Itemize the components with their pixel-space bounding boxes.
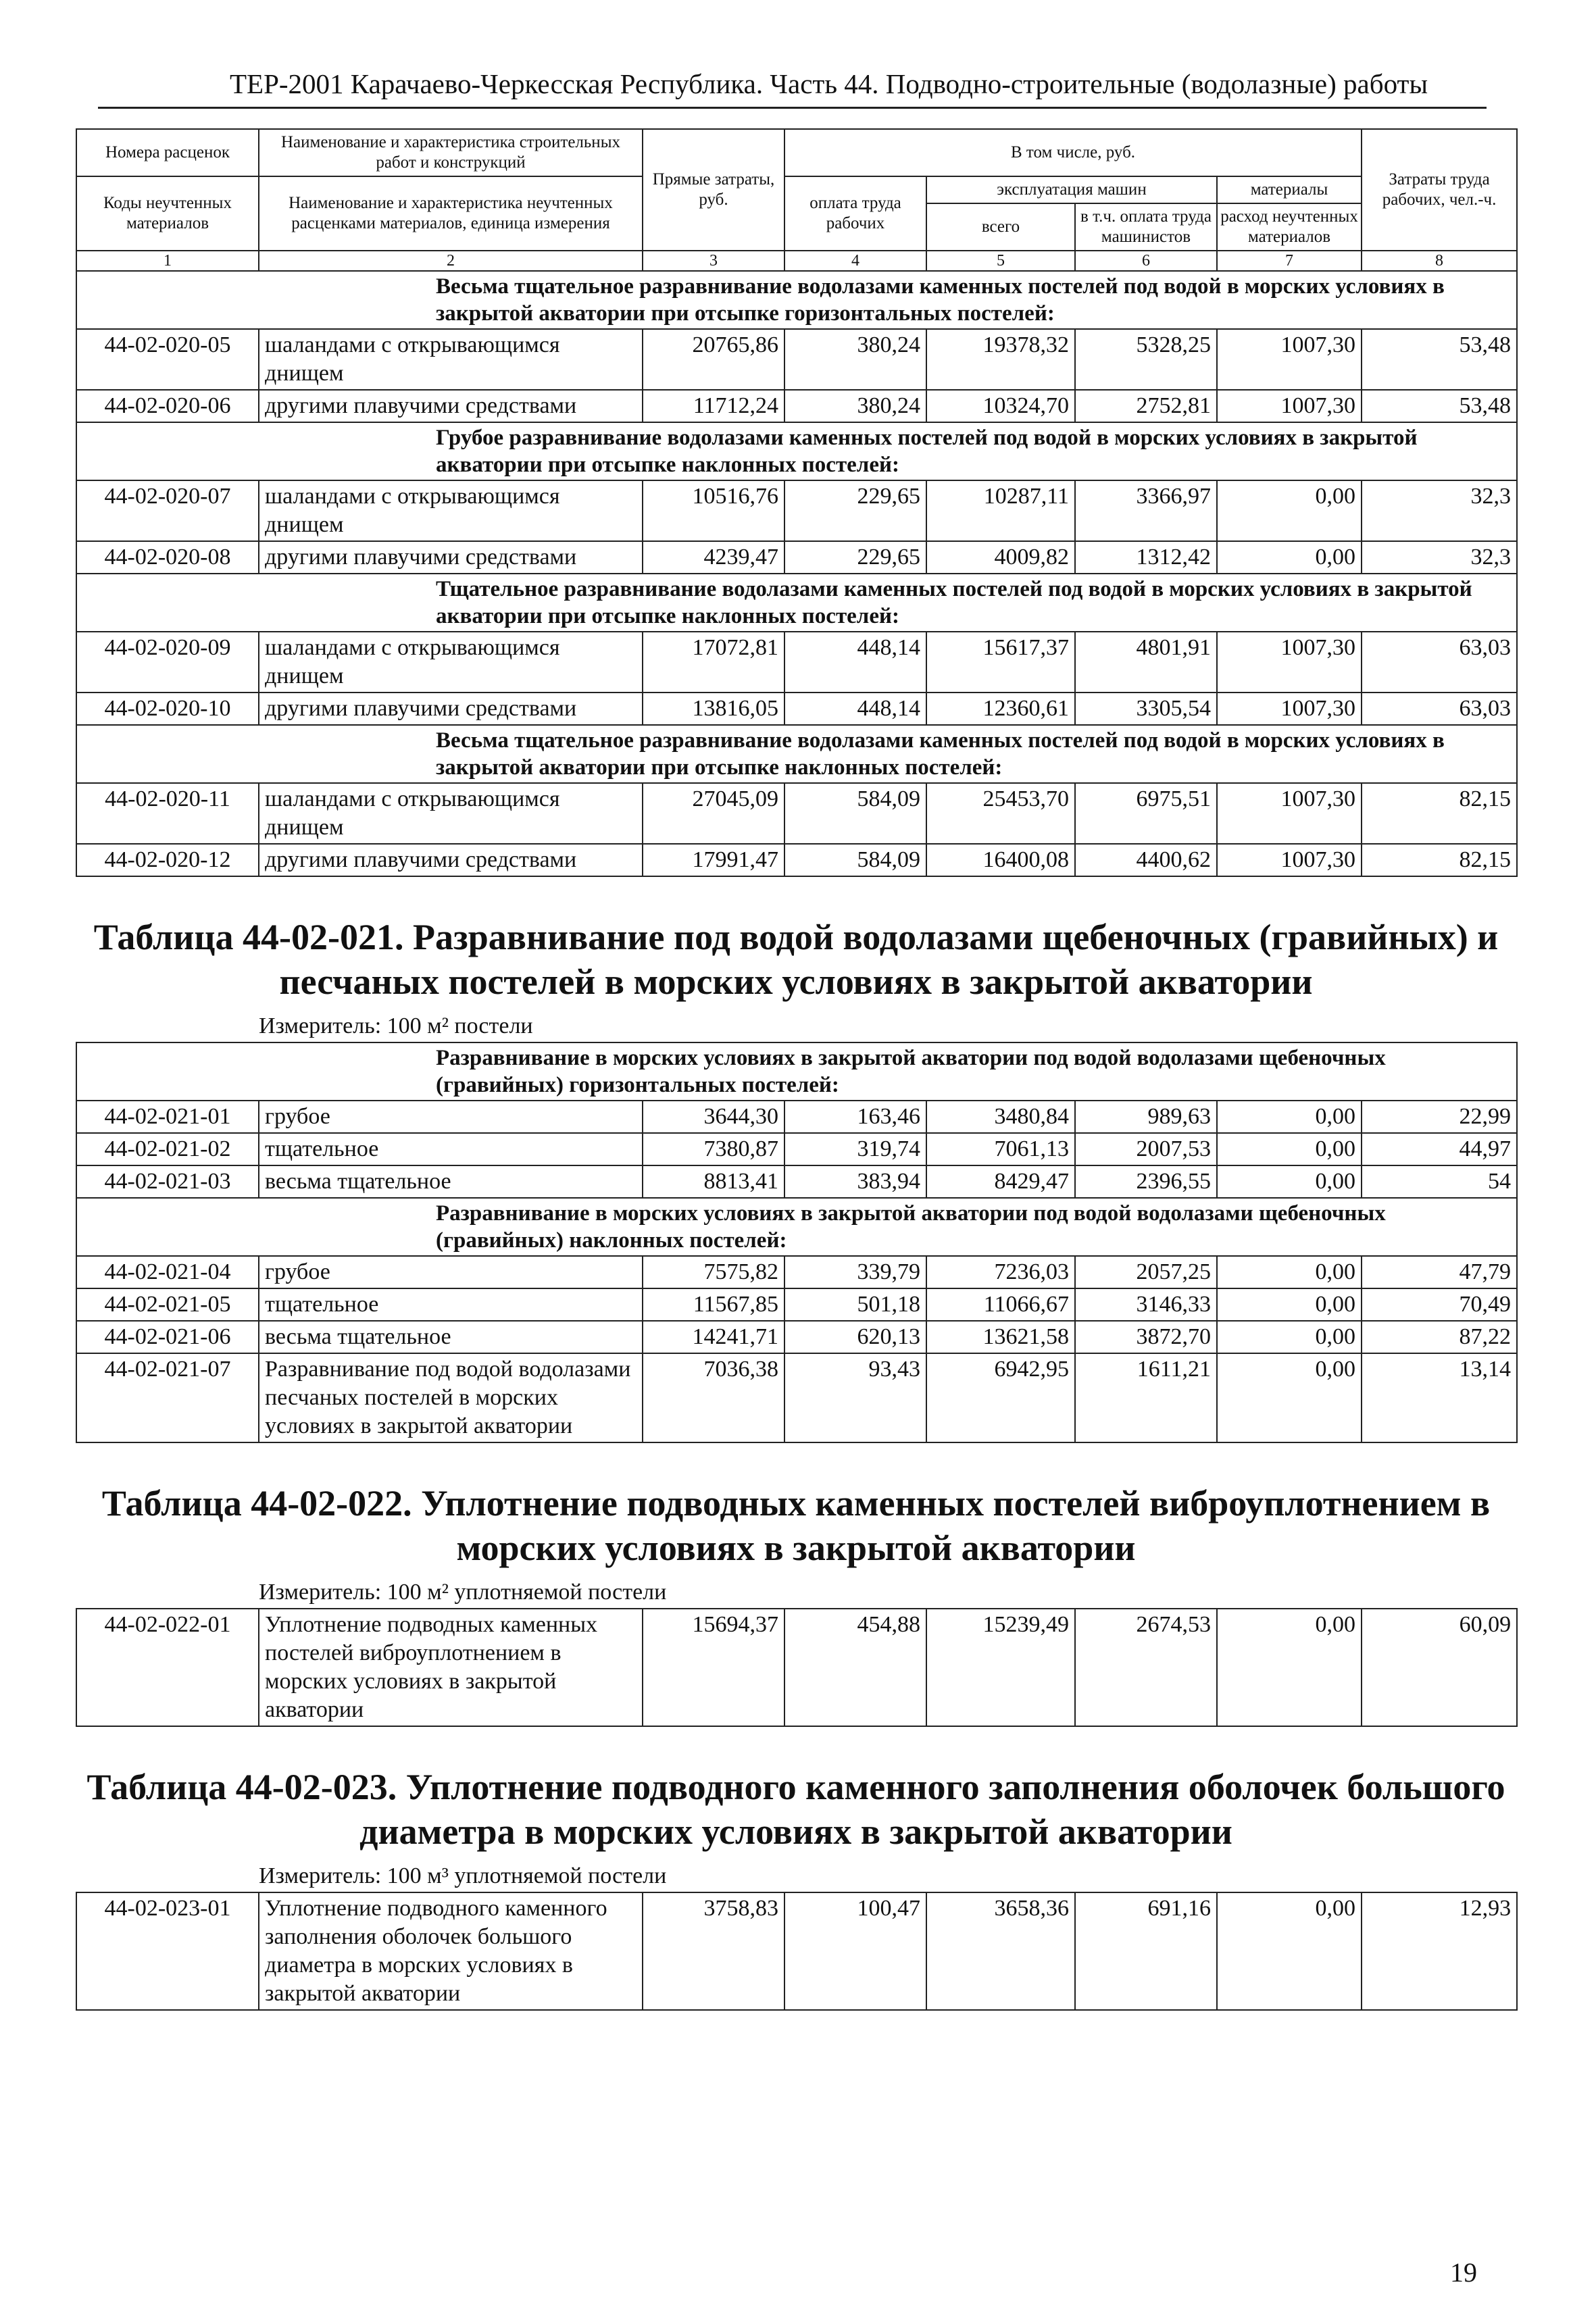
unaccounted-materials-value: 0,00 — [1217, 1353, 1362, 1442]
labor-hours-value: 70,49 — [1362, 1288, 1517, 1321]
table-021-unit: Измеритель: 100 м² постели — [259, 1013, 533, 1038]
labor-hours-value: 22,99 — [1362, 1101, 1517, 1133]
worker-wages-value: 448,14 — [784, 693, 926, 725]
section-heading-row — [76, 1198, 1517, 1256]
direct-costs-value: 17991,47 — [643, 844, 784, 876]
worker-wages-value: 380,24 — [784, 390, 926, 422]
rate-name: шаландами с открывающимся днищем — [259, 480, 643, 541]
table-row — [76, 783, 1517, 844]
machines-total-value: 16400,08 — [926, 844, 1075, 876]
rate-code: 44-02-020-08 — [76, 541, 259, 574]
section-heading: Разравнивание в морских условиях в закрытой акватории под водой водолазами щебеночных (гравийных) горизонтальных постелей: — [259, 1042, 1517, 1101]
labor-hours-value: 63,03 — [1362, 632, 1517, 693]
section-heading-spacer — [76, 725, 259, 783]
machinist-wages-value: 3305,54 — [1075, 693, 1217, 725]
table-row — [76, 390, 1517, 422]
table-row — [76, 1256, 1517, 1288]
worker-wages-value: 584,09 — [784, 783, 926, 844]
machinist-wages-value: 6975,51 — [1075, 783, 1217, 844]
direct-costs-value: 15694,37 — [643, 1609, 784, 1726]
direct-costs-value: 3758,83 — [643, 1892, 784, 2010]
machines-total-value: 10287,11 — [926, 480, 1075, 541]
section-heading-row — [76, 1042, 1517, 1101]
table-row — [76, 329, 1517, 390]
labor-hours-value: 47,79 — [1362, 1256, 1517, 1288]
worker-wages-value: 584,09 — [784, 844, 926, 876]
col-wages-header: оплата труда рабочих — [784, 176, 926, 251]
direct-costs-value: 10516,76 — [643, 480, 784, 541]
rate-name: другими плавучими средствами — [259, 844, 643, 876]
rate-code: 44-02-020-07 — [76, 480, 259, 541]
rate-code: 44-02-020-11 — [76, 783, 259, 844]
machinist-wages-value: 4801,91 — [1075, 632, 1217, 693]
direct-costs-value: 11712,24 — [643, 390, 784, 422]
worker-wages-value: 383,94 — [784, 1165, 926, 1198]
machines-total-value: 8429,47 — [926, 1165, 1075, 1198]
section-heading: Весьма тщательное разравнивание водолазами каменных постелей под водой в морских условиях в закрытой акватории при отсыпке наклонных постелей: — [259, 725, 1517, 783]
rate-name: Разравнивание под водой водолазами песчаных постелей в морских условиях в закрытой акватории — [259, 1353, 643, 1442]
machinist-wages-value: 1611,21 — [1075, 1353, 1217, 1442]
machines-total-value: 10324,70 — [926, 390, 1075, 422]
rate-code: 44-02-020-06 — [76, 390, 259, 422]
labor-hours-value: 12,93 — [1362, 1892, 1517, 2010]
rate-name: шаландами с открывающимся днищем — [259, 329, 643, 390]
sections-020 — [76, 271, 1517, 876]
header-row — [76, 129, 1517, 176]
section-heading: Тщательное разравнивание водолазами каменных постелей под водой в морских условиях в закрытой акватории при отсыпке наклонных постелей: — [259, 574, 1517, 632]
machinist-wages-value: 2007,53 — [1075, 1133, 1217, 1165]
rate-name: Уплотнение подводных каменных постелей виброуплотнением в морских условиях в закрытой акватории — [259, 1609, 643, 1726]
unaccounted-materials-value: 1007,30 — [1217, 390, 1362, 422]
machinist-wages-value: 5328,25 — [1075, 329, 1217, 390]
rates-table-021 — [76, 1011, 1518, 1443]
table-row — [76, 1353, 1517, 1442]
labor-hours-value: 53,48 — [1362, 329, 1517, 390]
labor-hours-value: 82,15 — [1362, 783, 1517, 844]
labor-hours-value: 63,03 — [1362, 693, 1517, 725]
col-labor-hours-header: Затраты труда рабочих, чел.-ч. — [1362, 129, 1517, 251]
section-heading-spacer — [76, 574, 259, 632]
section-heading: Грубое разравнивание водолазами каменных постелей под водой в морских условиях в закрытой акватории при отсыпке наклонных постелей: — [259, 422, 1517, 480]
rows-022 — [76, 1609, 1517, 1726]
worker-wages-value: 380,24 — [784, 329, 926, 390]
direct-costs-value: 11567,85 — [643, 1288, 784, 1321]
machinist-wages-value: 691,16 — [1075, 1892, 1217, 2010]
table-row — [76, 480, 1517, 541]
col-material-codes-header: Коды неучтенных материалов — [76, 176, 259, 251]
col-unaccounted-materials-header: расход неучтенных материалов — [1217, 203, 1362, 251]
table-row — [76, 1892, 1517, 2010]
table-row — [76, 541, 1517, 574]
table-022-title: Таблица 44-02-022. Уплотнение подводных каменных постелей виброуплотнением в морских условиях в закрытой акватории — [101, 1483, 1491, 1568]
unaccounted-materials-value: 0,00 — [1217, 1892, 1362, 2010]
rate-name: грубое — [259, 1256, 643, 1288]
direct-costs-value: 3644,30 — [643, 1101, 784, 1133]
rate-code: 44-02-021-02 — [76, 1133, 259, 1165]
column-number-row: 1 2 3 4 5 6 7 8 — [76, 251, 1517, 271]
rates-table-023 — [76, 1861, 1518, 2011]
table-row — [76, 1321, 1517, 1353]
machinist-wages-value: 2752,81 — [1075, 390, 1217, 422]
unaccounted-materials-value: 0,00 — [1217, 1288, 1362, 1321]
worker-wages-value: 319,74 — [784, 1133, 926, 1165]
labor-hours-value: 32,3 — [1362, 480, 1517, 541]
section-heading: Разравнивание в морских условиях в закрытой акватории под водой водолазами щебеночных (гравийных) наклонных постелей: — [259, 1198, 1517, 1256]
rows-023 — [76, 1892, 1517, 2010]
col-material-name-header: Наименование и характеристика неучтенных расценками материалов, единица измерения — [259, 176, 643, 251]
machines-total-value: 3480,84 — [926, 1101, 1075, 1133]
labor-hours-value: 32,3 — [1362, 541, 1517, 574]
section-heading-row — [76, 422, 1517, 480]
table-row — [76, 632, 1517, 693]
col-machinist-wages-header: в т.ч. оплата труда машинистов — [1075, 203, 1217, 251]
header-rule — [98, 107, 1487, 109]
rate-name: Уплотнение подводного каменного заполнения оболочек большого диаметра в морских условиях в закрытой акватории — [259, 1892, 643, 2010]
direct-costs-value: 8813,41 — [643, 1165, 784, 1198]
worker-wages-value: 454,88 — [784, 1609, 926, 1726]
unaccounted-materials-value: 0,00 — [1217, 480, 1362, 541]
rows-021 — [76, 1042, 1517, 1442]
section-heading: Весьма тщательное разравнивание водолазами каменных постелей под водой в морских условиях в закрытой акватории при отсыпке горизонтальных постелей: — [259, 271, 1517, 329]
unaccounted-materials-value: 0,00 — [1217, 1321, 1362, 1353]
unaccounted-materials-value: 1007,30 — [1217, 693, 1362, 725]
rate-code: 44-02-020-12 — [76, 844, 259, 876]
worker-wages-value: 229,65 — [784, 480, 926, 541]
machinist-wages-value: 3872,70 — [1075, 1321, 1217, 1353]
machines-total-value: 19378,32 — [926, 329, 1075, 390]
table-023-title: Таблица 44-02-023. Уплотнение подводного каменного заполнения оболочек большого диаметра в морских условиях в закрытой акватории — [86, 1767, 1505, 1852]
worker-wages-value: 229,65 — [784, 541, 926, 574]
unaccounted-materials-value: 0,00 — [1217, 1165, 1362, 1198]
table-row — [76, 1101, 1517, 1133]
labor-hours-value: 44,97 — [1362, 1133, 1517, 1165]
direct-costs-value: 13816,05 — [643, 693, 784, 725]
machines-total-value: 7061,13 — [926, 1133, 1075, 1165]
worker-wages-value: 93,43 — [784, 1353, 926, 1442]
table-023-unit: Измеритель: 100 м³ уплотняемой постели — [259, 1863, 667, 1888]
unaccounted-materials-value: 0,00 — [1217, 541, 1362, 574]
worker-wages-value: 501,18 — [784, 1288, 926, 1321]
rates-table-022 — [76, 1577, 1518, 1727]
col-group-header: В том числе, руб. — [784, 129, 1362, 176]
rate-code: 44-02-021-03 — [76, 1165, 259, 1198]
machines-total-value: 13621,58 — [926, 1321, 1075, 1353]
table-021-title: Таблица 44-02-021. Разравнивание под водой водолазами щебеночных (гравийных) и песчаных постелей в морских условиях в закрытой акватории — [93, 917, 1499, 1002]
rate-code: 44-02-021-01 — [76, 1101, 259, 1133]
table-row — [76, 1288, 1517, 1321]
rate-name: другими плавучими средствами — [259, 390, 643, 422]
machines-total-value: 6942,95 — [926, 1353, 1075, 1442]
col-machines-header: эксплуатация машин — [926, 176, 1217, 203]
document-body — [76, 128, 1516, 2011]
section-heading-spacer — [76, 422, 259, 480]
labor-hours-value: 82,15 — [1362, 844, 1517, 876]
machines-total-value: 12360,61 — [926, 693, 1075, 725]
table-row — [76, 1133, 1517, 1165]
rate-name: шаландами с открывающимся днищем — [259, 783, 643, 844]
col-name-header-top: Наименование и характеристика строительных работ и конструкций — [259, 129, 643, 176]
worker-wages-value: 448,14 — [784, 632, 926, 693]
col-codes-header-top: Номера расценок — [76, 129, 259, 176]
worker-wages-value: 620,13 — [784, 1321, 926, 1353]
machinist-wages-value: 2396,55 — [1075, 1165, 1217, 1198]
rate-name: грубое — [259, 1101, 643, 1133]
section-heading-spacer — [76, 1042, 259, 1101]
direct-costs-value: 4239,47 — [643, 541, 784, 574]
direct-costs-value: 7036,38 — [643, 1353, 784, 1442]
table-row — [76, 693, 1517, 725]
unaccounted-materials-value: 1007,30 — [1217, 783, 1362, 844]
rate-code: 44-02-021-06 — [76, 1321, 259, 1353]
machinist-wages-value: 2057,25 — [1075, 1256, 1217, 1288]
machinist-wages-value: 2674,53 — [1075, 1609, 1217, 1726]
rate-code: 44-02-020-05 — [76, 329, 259, 390]
worker-wages-value: 339,79 — [784, 1256, 926, 1288]
rate-name: весьма тщательное — [259, 1165, 643, 1198]
machines-total-value: 3658,36 — [926, 1892, 1075, 2010]
table-row — [76, 1609, 1517, 1726]
table-row — [76, 844, 1517, 876]
labor-hours-value: 87,22 — [1362, 1321, 1517, 1353]
machinist-wages-value: 3146,33 — [1075, 1288, 1217, 1321]
unaccounted-materials-value: 0,00 — [1217, 1609, 1362, 1726]
direct-costs-value: 17072,81 — [643, 632, 784, 693]
running-header: ТЕР-2001 Карачаево-Черкесская Республика. Часть 44. Подводно-строительные (водолазные) работы — [230, 68, 1428, 99]
direct-costs-value: 7575,82 — [643, 1256, 784, 1288]
rate-code: 44-02-023-01 — [76, 1892, 259, 2010]
machinist-wages-value: 4400,62 — [1075, 844, 1217, 876]
rates-table-020 — [76, 128, 1518, 877]
table-row — [76, 1165, 1517, 1198]
col-direct-costs-header: Прямые затраты, руб. — [643, 129, 784, 251]
labor-hours-value: 60,09 — [1362, 1609, 1517, 1726]
rate-code: 44-02-020-10 — [76, 693, 259, 725]
rate-code: 44-02-021-05 — [76, 1288, 259, 1321]
direct-costs-value: 27045,09 — [643, 783, 784, 844]
section-heading-spacer — [76, 271, 259, 329]
machines-total-value: 15617,37 — [926, 632, 1075, 693]
machines-total-value: 15239,49 — [926, 1609, 1075, 1726]
machines-total-value: 11066,67 — [926, 1288, 1075, 1321]
rate-name: другими плавучими средствами — [259, 693, 643, 725]
unaccounted-materials-value: 0,00 — [1217, 1101, 1362, 1133]
worker-wages-value: 100,47 — [784, 1892, 926, 2010]
labor-hours-value: 13,14 — [1362, 1353, 1517, 1442]
col-machines-total-header: всего — [926, 203, 1075, 251]
rate-code: 44-02-021-07 — [76, 1353, 259, 1442]
unaccounted-materials-value: 1007,30 — [1217, 844, 1362, 876]
col-materials-header: материалы — [1217, 176, 1362, 203]
section-heading-row — [76, 271, 1517, 329]
section-heading-row — [76, 574, 1517, 632]
direct-costs-value: 20765,86 — [643, 329, 784, 390]
rate-name: весьма тщательное — [259, 1321, 643, 1353]
direct-costs-value: 7380,87 — [643, 1133, 784, 1165]
rate-code: 44-02-021-04 — [76, 1256, 259, 1288]
unaccounted-materials-value: 0,00 — [1217, 1133, 1362, 1165]
page-number: 19 — [1450, 2257, 1477, 2288]
machinist-wages-value: 1312,42 — [1075, 541, 1217, 574]
section-heading-spacer — [76, 1198, 259, 1256]
section-heading-row — [76, 725, 1517, 783]
unaccounted-materials-value: 1007,30 — [1217, 632, 1362, 693]
rate-code: 44-02-020-09 — [76, 632, 259, 693]
machines-total-value: 25453,70 — [926, 783, 1075, 844]
labor-hours-value: 53,48 — [1362, 390, 1517, 422]
rate-name: тщательное — [259, 1133, 643, 1165]
rate-code: 44-02-022-01 — [76, 1609, 259, 1726]
rate-name: другими плавучими средствами — [259, 541, 643, 574]
machinist-wages-value: 989,63 — [1075, 1101, 1217, 1133]
labor-hours-value: 54 — [1362, 1165, 1517, 1198]
rate-name: тщательное — [259, 1288, 643, 1321]
machinist-wages-value: 3366,97 — [1075, 480, 1217, 541]
direct-costs-value: 14241,71 — [643, 1321, 784, 1353]
rate-name: шаландами с открывающимся днищем — [259, 632, 643, 693]
worker-wages-value: 163,46 — [784, 1101, 926, 1133]
table-022-unit: Измеритель: 100 м² уплотняемой постели — [259, 1580, 667, 1605]
machines-total-value: 7236,03 — [926, 1256, 1075, 1288]
unaccounted-materials-value: 1007,30 — [1217, 329, 1362, 390]
machines-total-value: 4009,82 — [926, 541, 1075, 574]
unaccounted-materials-value: 0,00 — [1217, 1256, 1362, 1288]
